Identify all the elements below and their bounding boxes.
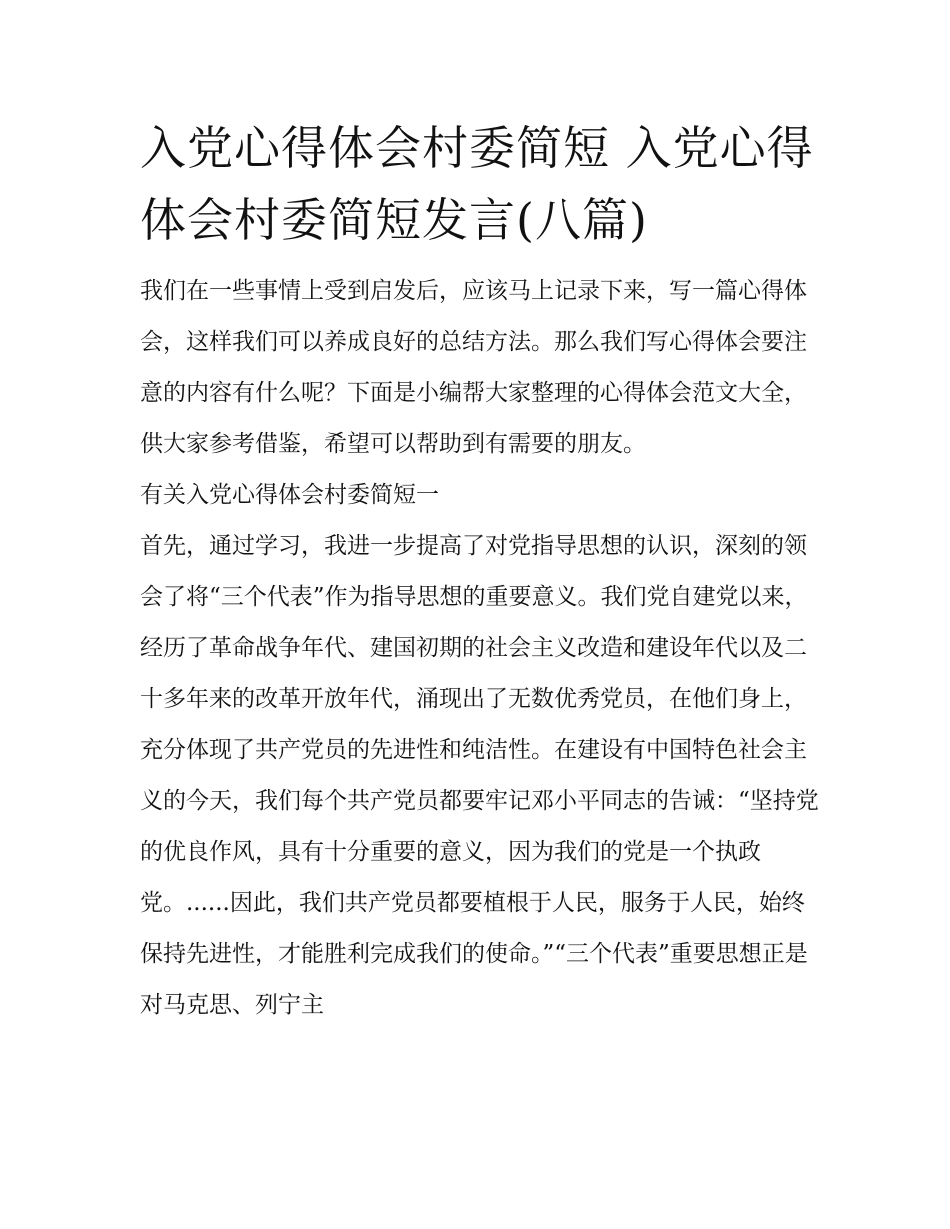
body-paragraph: 首先，通过学习，我进一步提高了对党指导思想的认识，深刻的领会了将“三个代表”作为指导思想的重要意义。我们党自建党以来，经历了革命战争年代、建国初期的社会主义改造和建设年代以及二十多年来的改革开放年代，涌现出了无数优秀党员，在他们身上，充分体现了共产党员的先进性和纯洁性。在建设有中国特色社会主义的今天，我们每个共产党员都要牢记邓小平同志的告诫：“坚持党的优良作风，具有十分重要的意义，因为我们的党是一个执政党。......因此，我们共产党员都要植根于人民，服务于人民，始终保持先进性，才能胜利完成我们的使命。”“三个代表”重要思想正是对马克思、列宁主 <box>140 533 819 1018</box>
document-content <box>140 112 820 1031</box>
section-heading: 有关入党心得体会村委简短一 <box>140 482 439 508</box>
intro-paragraph: 我们在一些事情上受到启发后，应该马上记录下来，写一篇心得体会，这样我们可以养成良好的总结方法。那么我们写心得体会要注意的内容有什么呢？下面是小编帮大家整理的心得体会范文大全，供大家参考借鉴，希望可以帮助到有需要的朋友。 <box>140 278 807 457</box>
document-title: 入党心得体会村委简短 入党心得体会村委简短发言(八篇) <box>140 121 814 247</box>
document-body <box>140 266 820 1031</box>
